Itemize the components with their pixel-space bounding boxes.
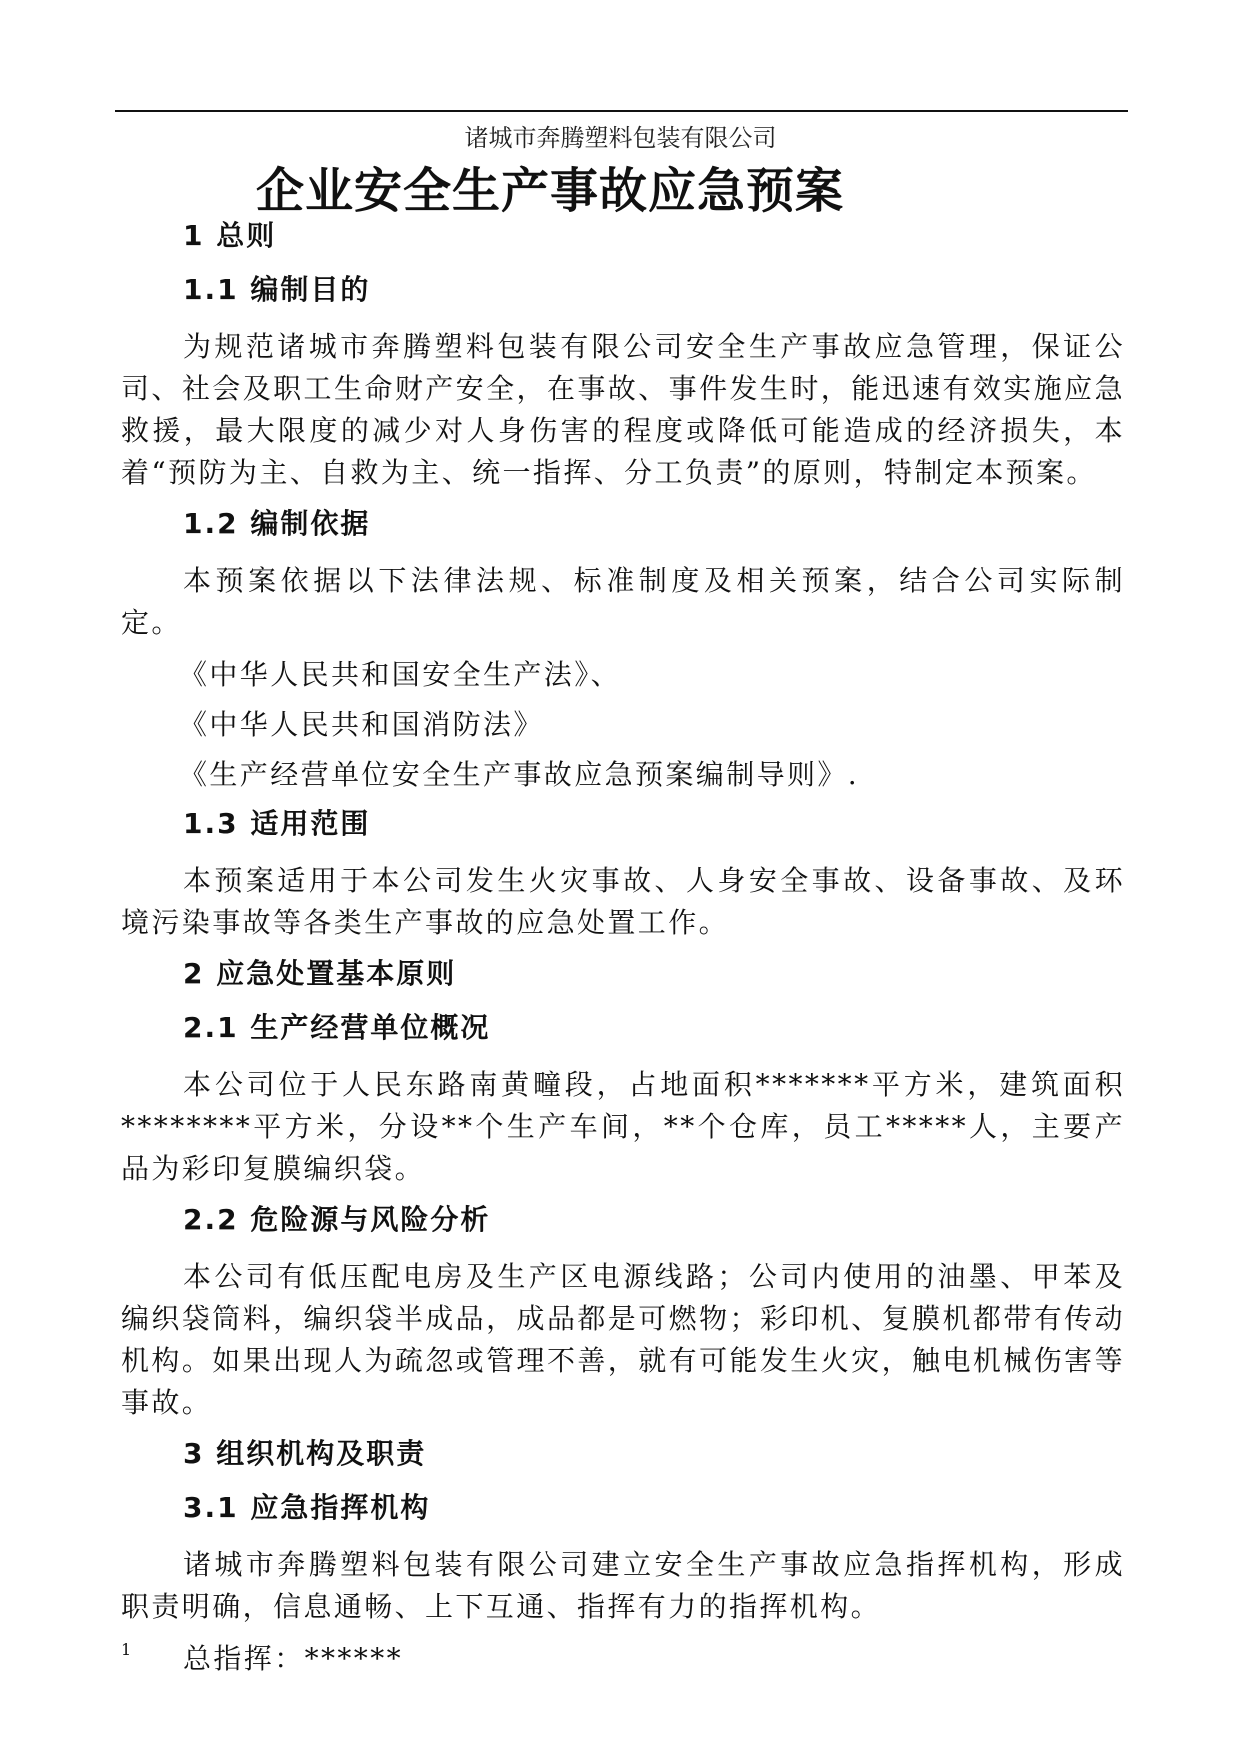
section-heading-2: 2 应急处置基本原则 <box>183 957 457 990</box>
document-title: 企业安全生产事故应急预案 <box>255 163 844 219</box>
paragraph-purpose: 为规范诸城市奔腾塑料包装有限公司安全生产事故应急管理，保证公司、社会及职工生命财产安全，在事故、事件发生时，能迅速有效实施应急救援，最大限度的减少对人身伤害的程度或降低可能造成的经济损失，本着“预防为主、自救为主、统一指挥、分工负责”的原则，特制定本预案。 <box>121 330 1125 489</box>
section-heading-3: 3 组织机构及职责 <box>183 1437 427 1470</box>
commander-line: 总指挥：****** <box>183 1642 404 1675</box>
section-heading-1-1: 1.1 编制目的 <box>183 273 371 306</box>
paragraph-overview: 本公司位于人民东路南黄疃段，占地面积*******平方米，建筑面积********平方米，分设**个生产车间，**个仓库，员工*****人，主要产品为彩印复膜编织袋。 <box>121 1068 1125 1185</box>
page-number: 1 <box>121 1640 132 1659</box>
reference-item: 《生产经营单位安全生产事故应急预案编制导则》. <box>179 758 860 791</box>
paragraph-risk: 本公司有低压配电房及生产区电源线路；公司内使用的油墨、甲苯及编织袋筒料，编织袋半成品，成品都是可燃物；彩印机、复膜机都带有传动机构。如果出现人为疏忽或管理不善，就有可能发生火灾，触电机械伤害等事故。 <box>121 1260 1125 1419</box>
reference-item: 《中华人民共和国消防法》 <box>179 708 544 741</box>
section-heading-3-1: 3.1 应急指挥机构 <box>183 1491 431 1524</box>
paragraph-basis: 本预案依据以下法律法规、标准制度及相关预案，结合公司实际制定。 <box>121 564 1125 639</box>
document-body <box>121 218 1125 1690</box>
paragraph-scope: 本预案适用于本公司发生火灾事故、人身安全事故、设备事故、及环境污染事故等各类生产事故的应急处置工作。 <box>121 864 1125 939</box>
section-heading-1: 1 总则 <box>183 219 277 252</box>
section-heading-1-2: 1.2 编制依据 <box>183 507 371 540</box>
section-heading-1-3: 1.3 适用范围 <box>183 807 371 840</box>
paragraph-command: 诸城市奔腾塑料包装有限公司建立安全生产事故应急指挥机构，形成职责明确，信息通畅、上下互通、指挥有力的指挥机构。 <box>121 1548 1125 1623</box>
header-rule <box>115 110 1128 112</box>
reference-item: 《中华人民共和国安全生产法》、 <box>179 658 622 691</box>
section-heading-2-1: 2.1 生产经营单位概况 <box>183 1011 491 1044</box>
company-name: 诸城市奔腾塑料包装有限公司 <box>464 124 777 152</box>
section-heading-2-2: 2.2 危险源与风险分析 <box>183 1203 491 1236</box>
